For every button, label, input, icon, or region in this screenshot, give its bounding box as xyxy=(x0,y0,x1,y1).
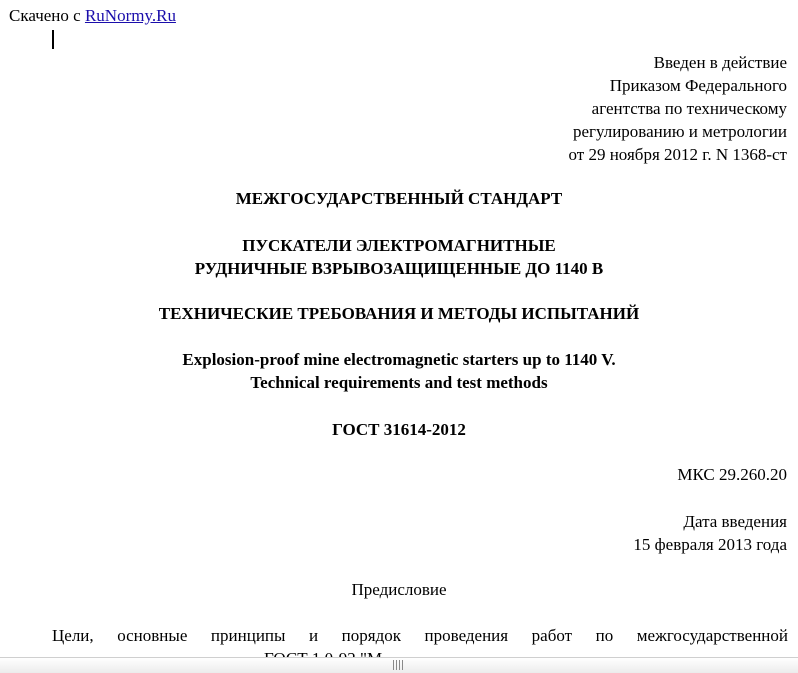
mks-code: МКС 29.260.20 xyxy=(677,465,787,484)
intro-line-2: Приказом Федерального xyxy=(609,76,787,95)
subtitle-ru: ТЕХНИЧЕСКИЕ ТРЕБОВАНИЯ И МЕТОДЫ ИСПЫТАНИЙ xyxy=(158,304,640,323)
download-prefix: Скачено с xyxy=(9,6,85,25)
title-ru-line-2: РУДНИЧНЫЕ ВЗРЫВОЗАЩИЩЕННЫЕ ДО 1140 В xyxy=(194,259,604,278)
body-paragraph: Цели, основные принципы и порядок проведения работ по межгосударственной xyxy=(52,626,788,645)
intro-line-5: от 29 ноября 2012 г. N 1368-ст xyxy=(568,145,787,164)
intro-line-1: Введен в действие xyxy=(653,53,787,72)
gost-number: ГОСТ 31614-2012 xyxy=(332,420,466,439)
standard-type-heading: МЕЖГОСУДАРСТВЕННЫЙ СТАНДАРТ xyxy=(235,189,563,208)
title-ru-line-1: ПУСКАТЕЛИ ЭЛЕКТРОМАГНИТНЫЕ xyxy=(242,236,556,255)
status-bar xyxy=(0,657,798,673)
runormy-link[interactable]: RuNormy.Ru xyxy=(84,6,176,25)
intro-line-4: регулированию и метрологии xyxy=(572,122,787,141)
intro-line-3: агентства по техническому xyxy=(591,99,787,118)
download-note xyxy=(9,6,176,26)
intro-date-label: Дата введения xyxy=(683,512,787,531)
section-heading: Предисловие xyxy=(351,580,447,599)
title-en-line-1: Explosion-proof mine electromagnetic starters up to 1140 V. xyxy=(182,350,616,369)
intro-date-value: 15 февраля 2013 года xyxy=(633,535,787,554)
text-cursor xyxy=(52,30,54,49)
title-en-line-2: Technical requirements and test methods xyxy=(250,373,548,392)
resize-grip-icon[interactable] xyxy=(393,660,403,670)
